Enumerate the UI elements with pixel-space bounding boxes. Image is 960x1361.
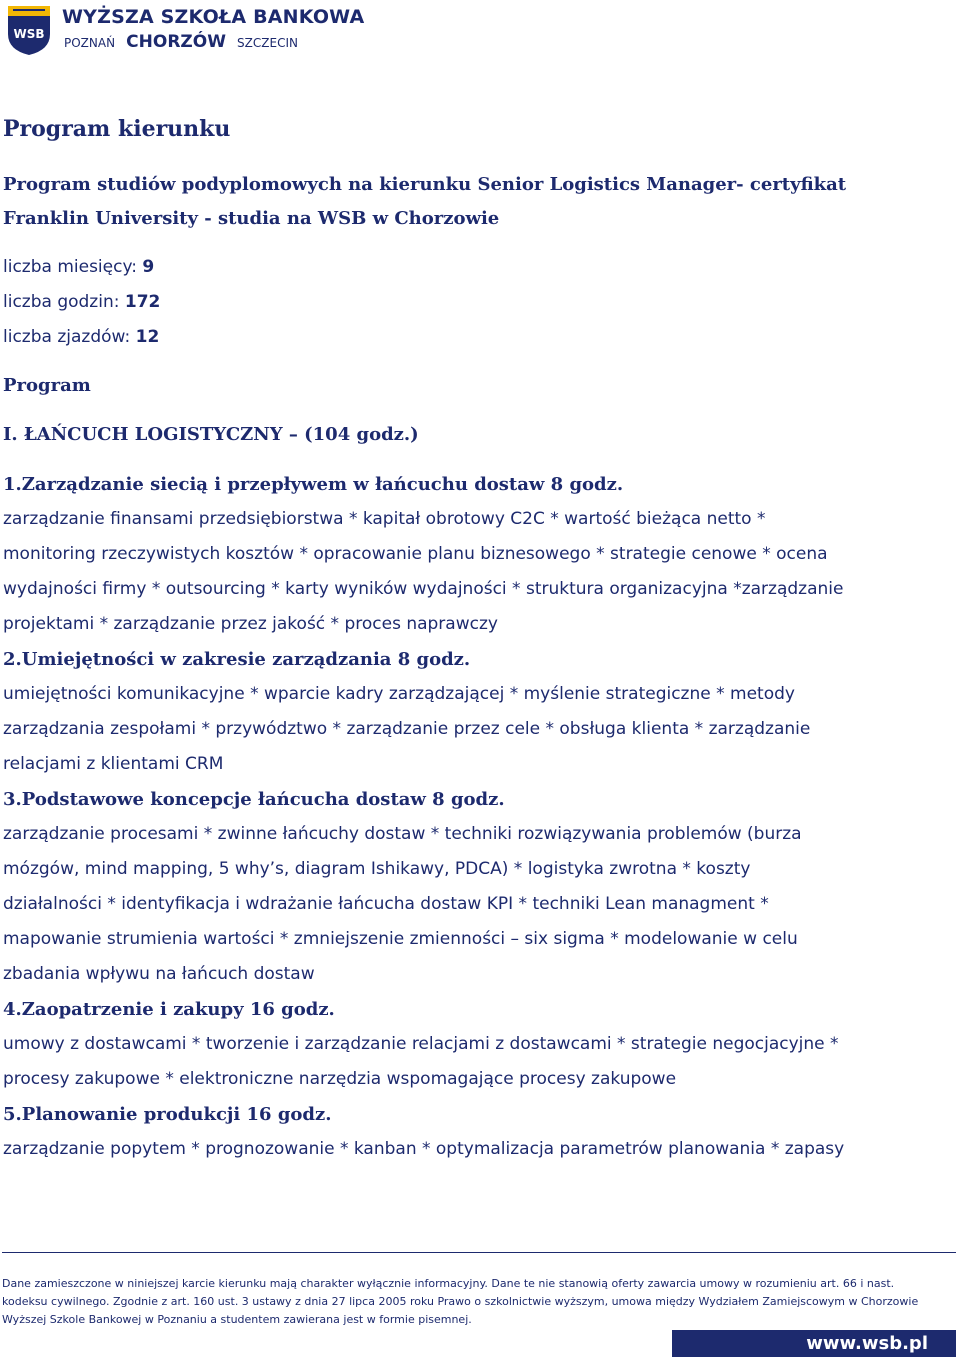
module-block (3, 1097, 953, 1167)
fact-label: liczba zjazdów: (3, 327, 131, 347)
footer-line: kodeksu cywilnego. Zgodnie z art. 160 ust. 3 ustawy z dnia 27 lipca 2005 roku Prawo o szkolnictwie wyższym, umowa między Wydziałem Zamiejscowym w Chorzowie (2, 1295, 919, 1308)
module-title: 2.Umiejętności w zakresie zarządzania 8 godz. (3, 649, 471, 670)
header (0, 0, 400, 60)
program-facts (3, 250, 953, 355)
city-chorzow: CHORZÓW (126, 32, 226, 52)
fact-value: 12 (135, 327, 160, 347)
wsb-shield-logo (6, 4, 52, 56)
part-heading: I. ŁAŃCUCH LOGISTYCZNY – (104 godz.) (3, 424, 419, 445)
module-description-line: działalności * identyfikacja i wdrażanie łańcucha dostaw KPI * techniki Lean managment * (3, 894, 769, 914)
fact-months (3, 250, 953, 285)
module-description-line: relacjami z klientami CRM (3, 754, 224, 774)
module-title: 1.Zarządzanie siecią i przepływem w łańcuchu dostaw 8 godz. (3, 474, 624, 495)
module-description-line: umowy z dostawcami * tworzenie i zarządzanie relacjami z dostawcami * strategie negocjacyjne * (3, 1034, 839, 1054)
footer-line: Dane zamieszczone w niniejszej karcie kierunku mają charakter wyłącznie informacyjny. Dane te nie stanowią oferty zawarcia umowy w rozumieniu art. 66 i nast. (2, 1277, 895, 1290)
module-description-line: zarządzanie procesami * zwinne łańcuchy dostaw * techniki rozwiązywania problemów (burza (3, 824, 802, 844)
fact-meetings (3, 320, 953, 355)
shield-text: WSB (13, 27, 45, 41)
module-list (3, 467, 953, 1167)
module-description-line: procesy zakupowe * elektroniczne narzędzia wspomagające procesy zakupowe (3, 1069, 677, 1089)
module-description-line: zbadania wpływu na łańcuch dostaw (3, 964, 315, 984)
module-description-line: projektami * zarządzanie przez jakość * proces naprawczy (3, 614, 498, 634)
program-heading: Program (3, 375, 91, 396)
city-poznan: POZNAŃ (64, 36, 116, 50)
city-szczecin: SZCZECIN (237, 36, 298, 50)
module-title: 5.Planowanie produkcji 16 godz. (3, 1104, 332, 1125)
footer-line: Wyższej Szkole Bankowej w Poznaniu a studentem zawierana jest w formie pisemnej. (2, 1313, 472, 1326)
main-content (3, 113, 953, 1167)
page-title: Program kierunku (3, 116, 231, 142)
program-subtitle (3, 168, 953, 236)
fact-label: liczba miesięcy: (3, 257, 138, 277)
module-description-line: umiejętności komunikacyjne * wparcie kadry zarządzającej * myślenie strategiczne * metody (3, 684, 795, 704)
module-description-line: zarządzanie popytem * prognozowanie * kanban * optymalizacja parametrów planowania * zapasy (3, 1139, 845, 1159)
module-block (3, 782, 953, 992)
subtitle-line: Program studiów podyplomowych na kierunku Senior Logistics Manager- certyfikat (3, 174, 847, 195)
brand-name: WYŻSZA SZKOŁA BANKOWA (62, 6, 365, 28)
fact-label: liczba godzin: (3, 292, 120, 312)
module-description-line: zarządzania zespołami * przywództwo * zarządzanie przez cele * obsługa klienta * zarządzanie (3, 719, 811, 739)
module-description-line: monitoring rzeczywistych kosztów * opracowanie planu biznesowego * strategie cenowe * ocena (3, 544, 828, 564)
website-link[interactable]: www.wsb.pl (672, 1330, 956, 1357)
module-description-line: mapowanie strumienia wartości * zmniejszenie zmienności – six sigma * modelowanie w celu (3, 929, 798, 949)
fact-value: 172 (124, 292, 161, 312)
module-title: 4.Zaopatrzenie i zakupy 16 godz. (3, 999, 335, 1020)
fact-hours (3, 285, 953, 320)
module-title: 3.Podstawowe koncepcje łańcucha dostaw 8 godz. (3, 789, 505, 810)
module-description-line: zarządzanie finansami przedsiębiorstwa * kapitał obrotowy C2C * wartość bieżąca netto * (3, 509, 766, 529)
module-block (3, 467, 953, 642)
footer-divider (2, 1252, 956, 1253)
subtitle-line: Franklin University - studia na WSB w Chorzowie (3, 208, 500, 229)
fact-value: 9 (142, 257, 155, 277)
footer-disclaimer (2, 1275, 957, 1329)
module-description-line: mózgów, mind mapping, 5 why’s, diagram Ishikawy, PDCA) * logistyka zwrotna * koszty (3, 859, 751, 879)
module-block (3, 642, 953, 782)
module-block (3, 992, 953, 1097)
module-description-line: wydajności firmy * outsourcing * karty wyników wydajności * struktura organizacyjna *zarządzanie (3, 579, 844, 599)
brand-cities (64, 32, 298, 52)
